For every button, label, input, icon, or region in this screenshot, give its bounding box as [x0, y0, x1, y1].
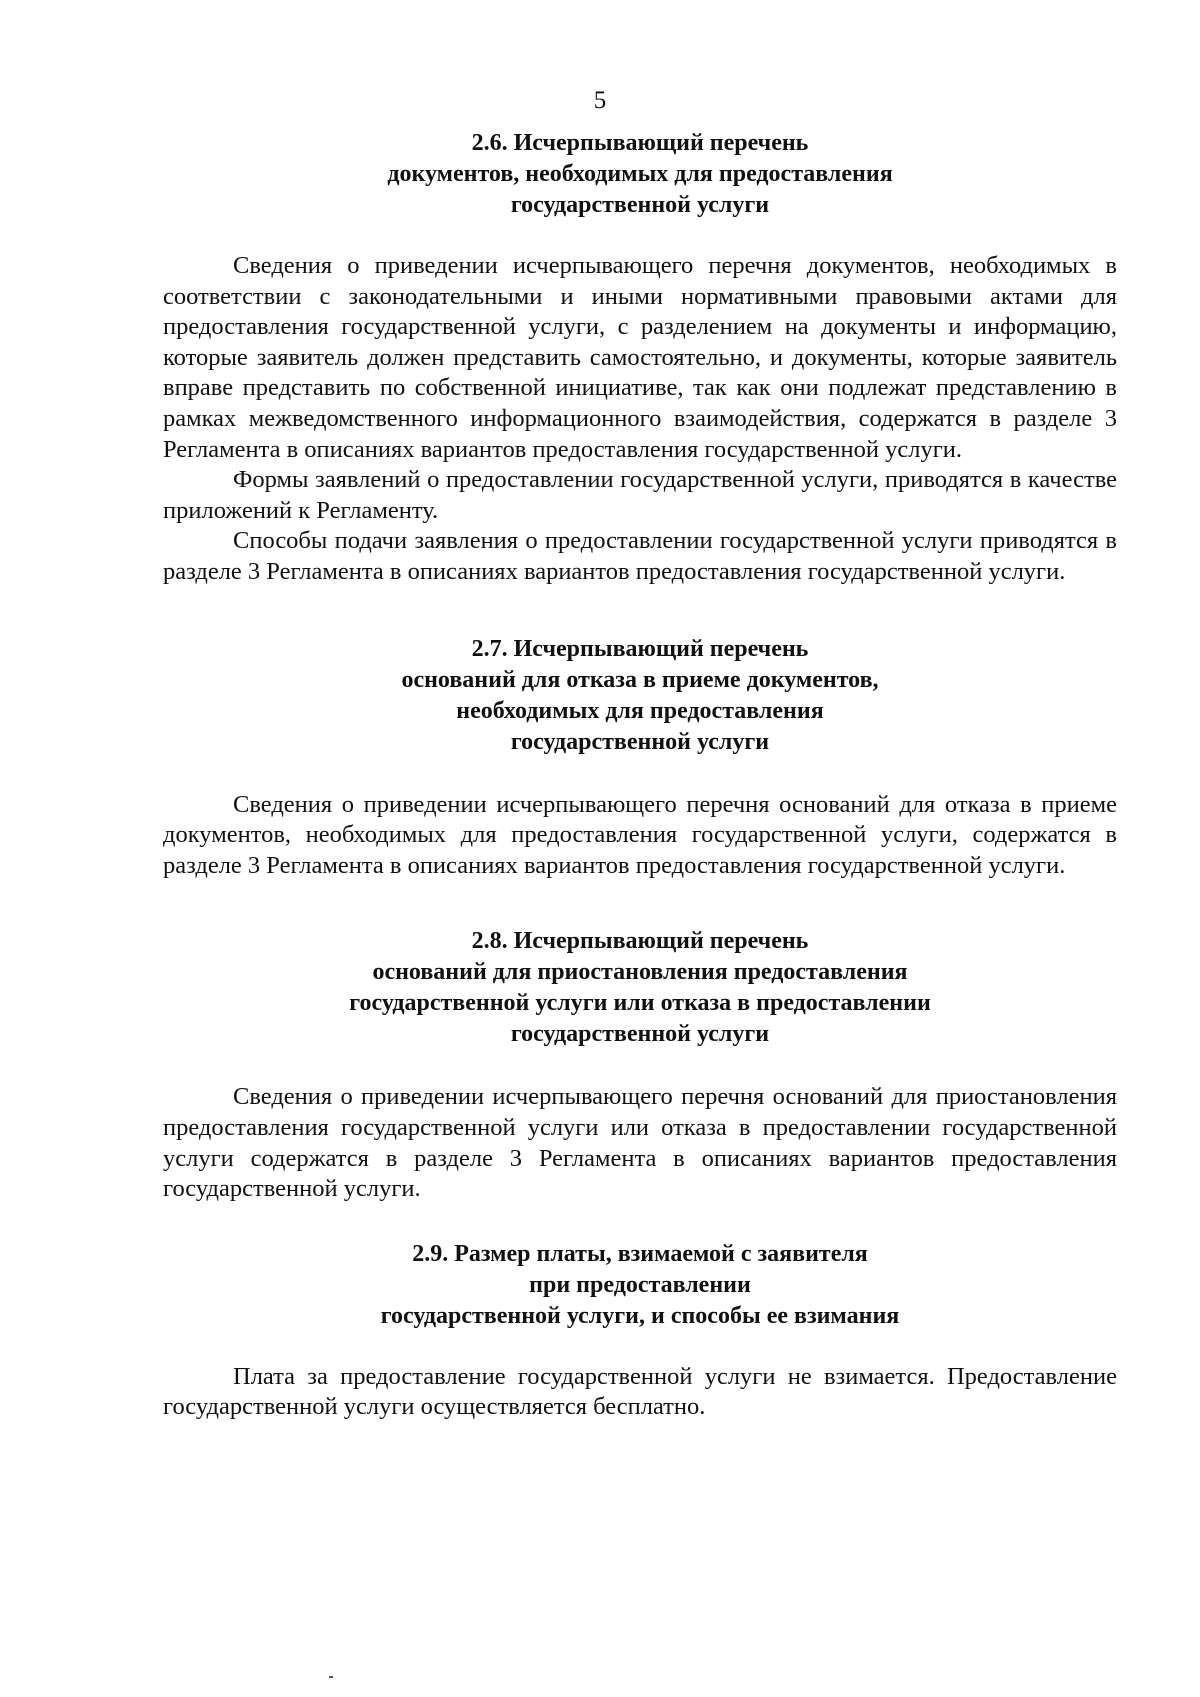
- heading-line: необходимых для предоставления: [456, 697, 824, 724]
- page-number: 5: [593, 87, 607, 114]
- heading-line: государственной услуги, и способы ее взимания: [380, 1302, 900, 1329]
- heading-line: оснований для приостановления предоставления: [372, 959, 908, 986]
- heading-line: при предоставлении: [529, 1271, 751, 1298]
- section-body: [163, 790, 1117, 882]
- heading-line: 2.9. Размер платы, взимаемой с заявителя: [412, 1240, 868, 1267]
- paragraph: Плата за предоставление государственной услуги не взимается. Предоставление государственной услуги осуществляется бесплатно.: [163, 1362, 1117, 1421]
- paragraph: Формы заявлений о предоставлении государственной услуги, приводятся в качестве приложений к Регламенту.: [163, 466, 1117, 524]
- section-heading: [163, 128, 1117, 221]
- heading-line: государственной услуги или отказа в предоставлении: [349, 990, 931, 1017]
- section-2-6: [163, 128, 1117, 588]
- section-body: [163, 1082, 1117, 1204]
- section-body: [163, 1362, 1117, 1423]
- heading-line: 2.8. Исчерпывающий перечень: [471, 928, 809, 955]
- section-2-8: [163, 926, 1117, 1204]
- section-2-9: [163, 1239, 1117, 1423]
- page-content: [163, 128, 1117, 1423]
- heading-line: 2.6. Исчерпывающий перечень: [471, 130, 809, 156]
- section-2-7: [163, 634, 1117, 882]
- section-heading: [163, 926, 1117, 1050]
- heading-line: документов, необходимых для предоставления: [387, 161, 893, 187]
- scan-speck: [329, 1676, 333, 1678]
- heading-line: государственной услуги: [510, 728, 770, 755]
- heading-line: оснований для отказа в приеме документов,: [401, 666, 879, 693]
- paragraph: Сведения о приведении исчерпывающего перечня оснований для отказа в приеме документов, необходимых для предоставления государственной услуги, содержатся в разделе 3 Регламента в описаниях вариантов предоставления государственной услуги.: [163, 790, 1117, 879]
- heading-line: государственной услуги: [510, 192, 770, 218]
- section-heading: [163, 634, 1117, 758]
- paragraph: Сведения о приведении исчерпывающего перечня оснований для приостановления предоставления государственной услуги или отказа в предоставлении государственной услуги содержатся в разделе 3 Регламента в описаниях вариантов предоставления государственной услуги.: [163, 1083, 1117, 1203]
- paragraph: Сведения о приведении исчерпывающего перечня документов, необходимых в соответствии с законодательными и иными нормативными правовыми актами для предоставления государственной услуги, с разделением на документы и информацию, которые заявитель должен представить самостоятельно, и документы, которые заявитель вправе представить по собственной инициативе, так как они подлежат представлению в рамках межведомственного информационного взаимодействия, содержатся в разделе 3 Регламента в описаниях вариантов предоставления государственной услуги.: [163, 252, 1117, 463]
- paragraph: Способы подачи заявления о предоставлении государственной услуги приводятся в разделе 3 Регламента в описаниях вариантов предоставления государственной услуги.: [163, 527, 1117, 585]
- section-heading: [163, 1239, 1117, 1332]
- section-body: [163, 251, 1117, 588]
- heading-line: государственной услуги: [510, 1021, 770, 1048]
- heading-line: 2.7. Исчерпывающий перечень: [471, 635, 809, 662]
